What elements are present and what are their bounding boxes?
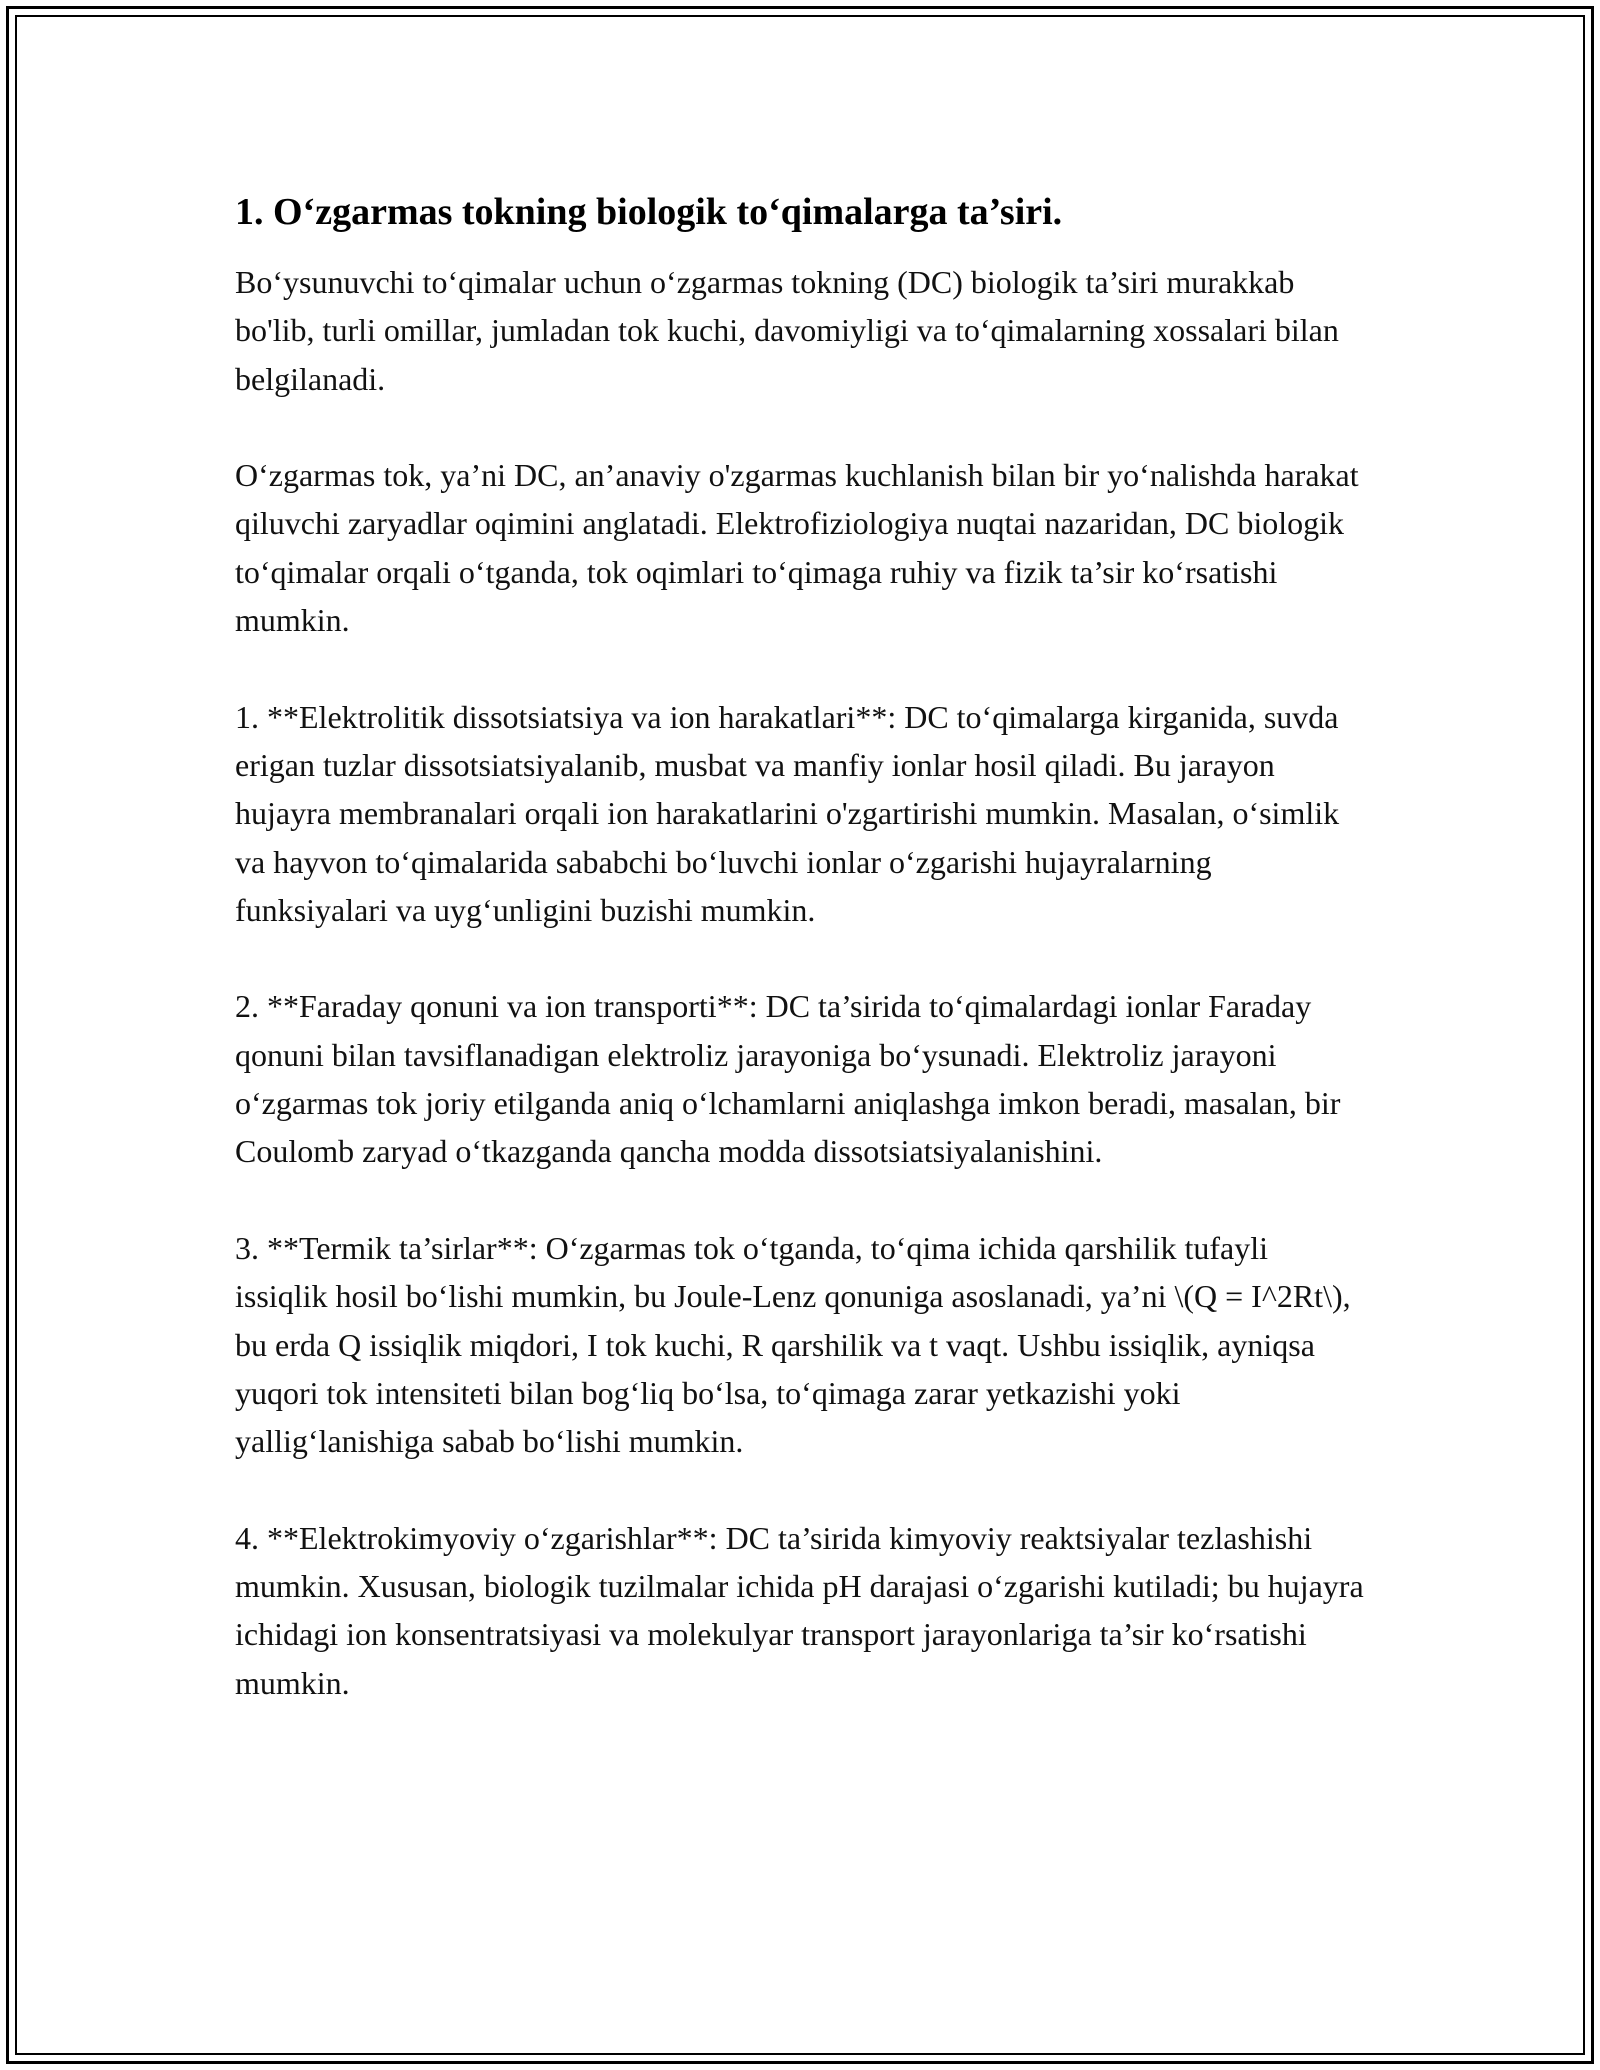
paragraph-item-4: 4. **Elektrokimyoviy o‘zgarishlar**: DC ta’sirida kimyoviy reaktsiyalar tezlashishi mumkin. Xususan, biologik tuzilmalar ichida pH darajasi o‘zgarishi kutiladi; bu hujayra ichidagi ion konsentratsiyasi va molekulyar transport jarayonlariga ta’sir ko‘rsatishi mumkin. [235,1519,1364,1701]
paragraph-item-3: 3. **Termik ta’sirlar**: O‘zgarmas tok o‘tganda, to‘qima ichida qarshilik tufayli issiqlik hosil bo‘lishi mumkin, bu Joule-Lenz qonuniga asoslanadi, ya’ni \(Q = I^2Rt\), bu erda Q issiqlik miqdori, I tok kuchi, R qarshilik va t vaqt. Ushbu issiqlik, ayniqsa yuqori tok intensiteti bilan bog‘liq bo‘lsa, to‘qimaga zarar yetkazishi yoki yallig‘lanishiga sabab bo‘lishi mumkin. [235,1229,1351,1460]
paragraph-item-2: 2. **Faraday qonuni va ion transporti**: DC ta’sirida to‘qimalardagi ionlar Faraday qonuni bilan tavsiflanadigan elektroliz jarayoniga bo‘ysunadi. Elektroliz jarayoni o‘zgarmas tok joriy etilganda aniq o‘lchamlarni aniqlashga imkon beradi, masalan, bir Coulomb zaryad o‘tkazganda qancha modda dissotsiatsiyalanishini. [235,988,1341,1170]
document-body [235,188,1365,1755]
document-title: 1. O‘zgarmas tokning biologik to‘qimalarga ta’siri. [235,191,1063,233]
paragraph-intro: Bo‘ysunuvchi to‘qimalar uchun o‘zgarmas tokning (DC) biologik ta’siri murakkab bo'lib, turli omillar, jumladan tok kuchi, davomiyligi va to‘qimalarning xossalari bilan belgilanadi. [235,264,1339,397]
paragraph-item-1: 1. **Elektrolitik dissotsiatsiya va ion harakatlari**: DC to‘qimalarga kirganida, suvda erigan tuzlar dissotsiatsiyalanib, musbat va manfiy ionlar hosil qiladi. Bu jarayon hujayra membranalari orqali ion harakatlarini o'zgartirishi mumkin. Masalan, o‘simlik va hayvon to‘qimalarida sababchi bo‘luvchi ionlar o‘zgarishi hujayralarning funksiyalari va uyg‘unligini buzishi mumkin. [235,698,1340,928]
paragraph-dc-definition: O‘zgarmas tok, ya’ni DC, an’anaviy o'zgarmas kuchlanish bilan bir yo‘nalishda harakat qiluvchi zaryadlar oqimini anglatadi. Elektrofiziologiya nuqtai nazaridan, DC biologik to‘qimalar orqali o‘tganda, tok oqimlari to‘qimaga ruhiy va fizik ta’sir ko‘rsatishi mumkin. [235,457,1359,639]
